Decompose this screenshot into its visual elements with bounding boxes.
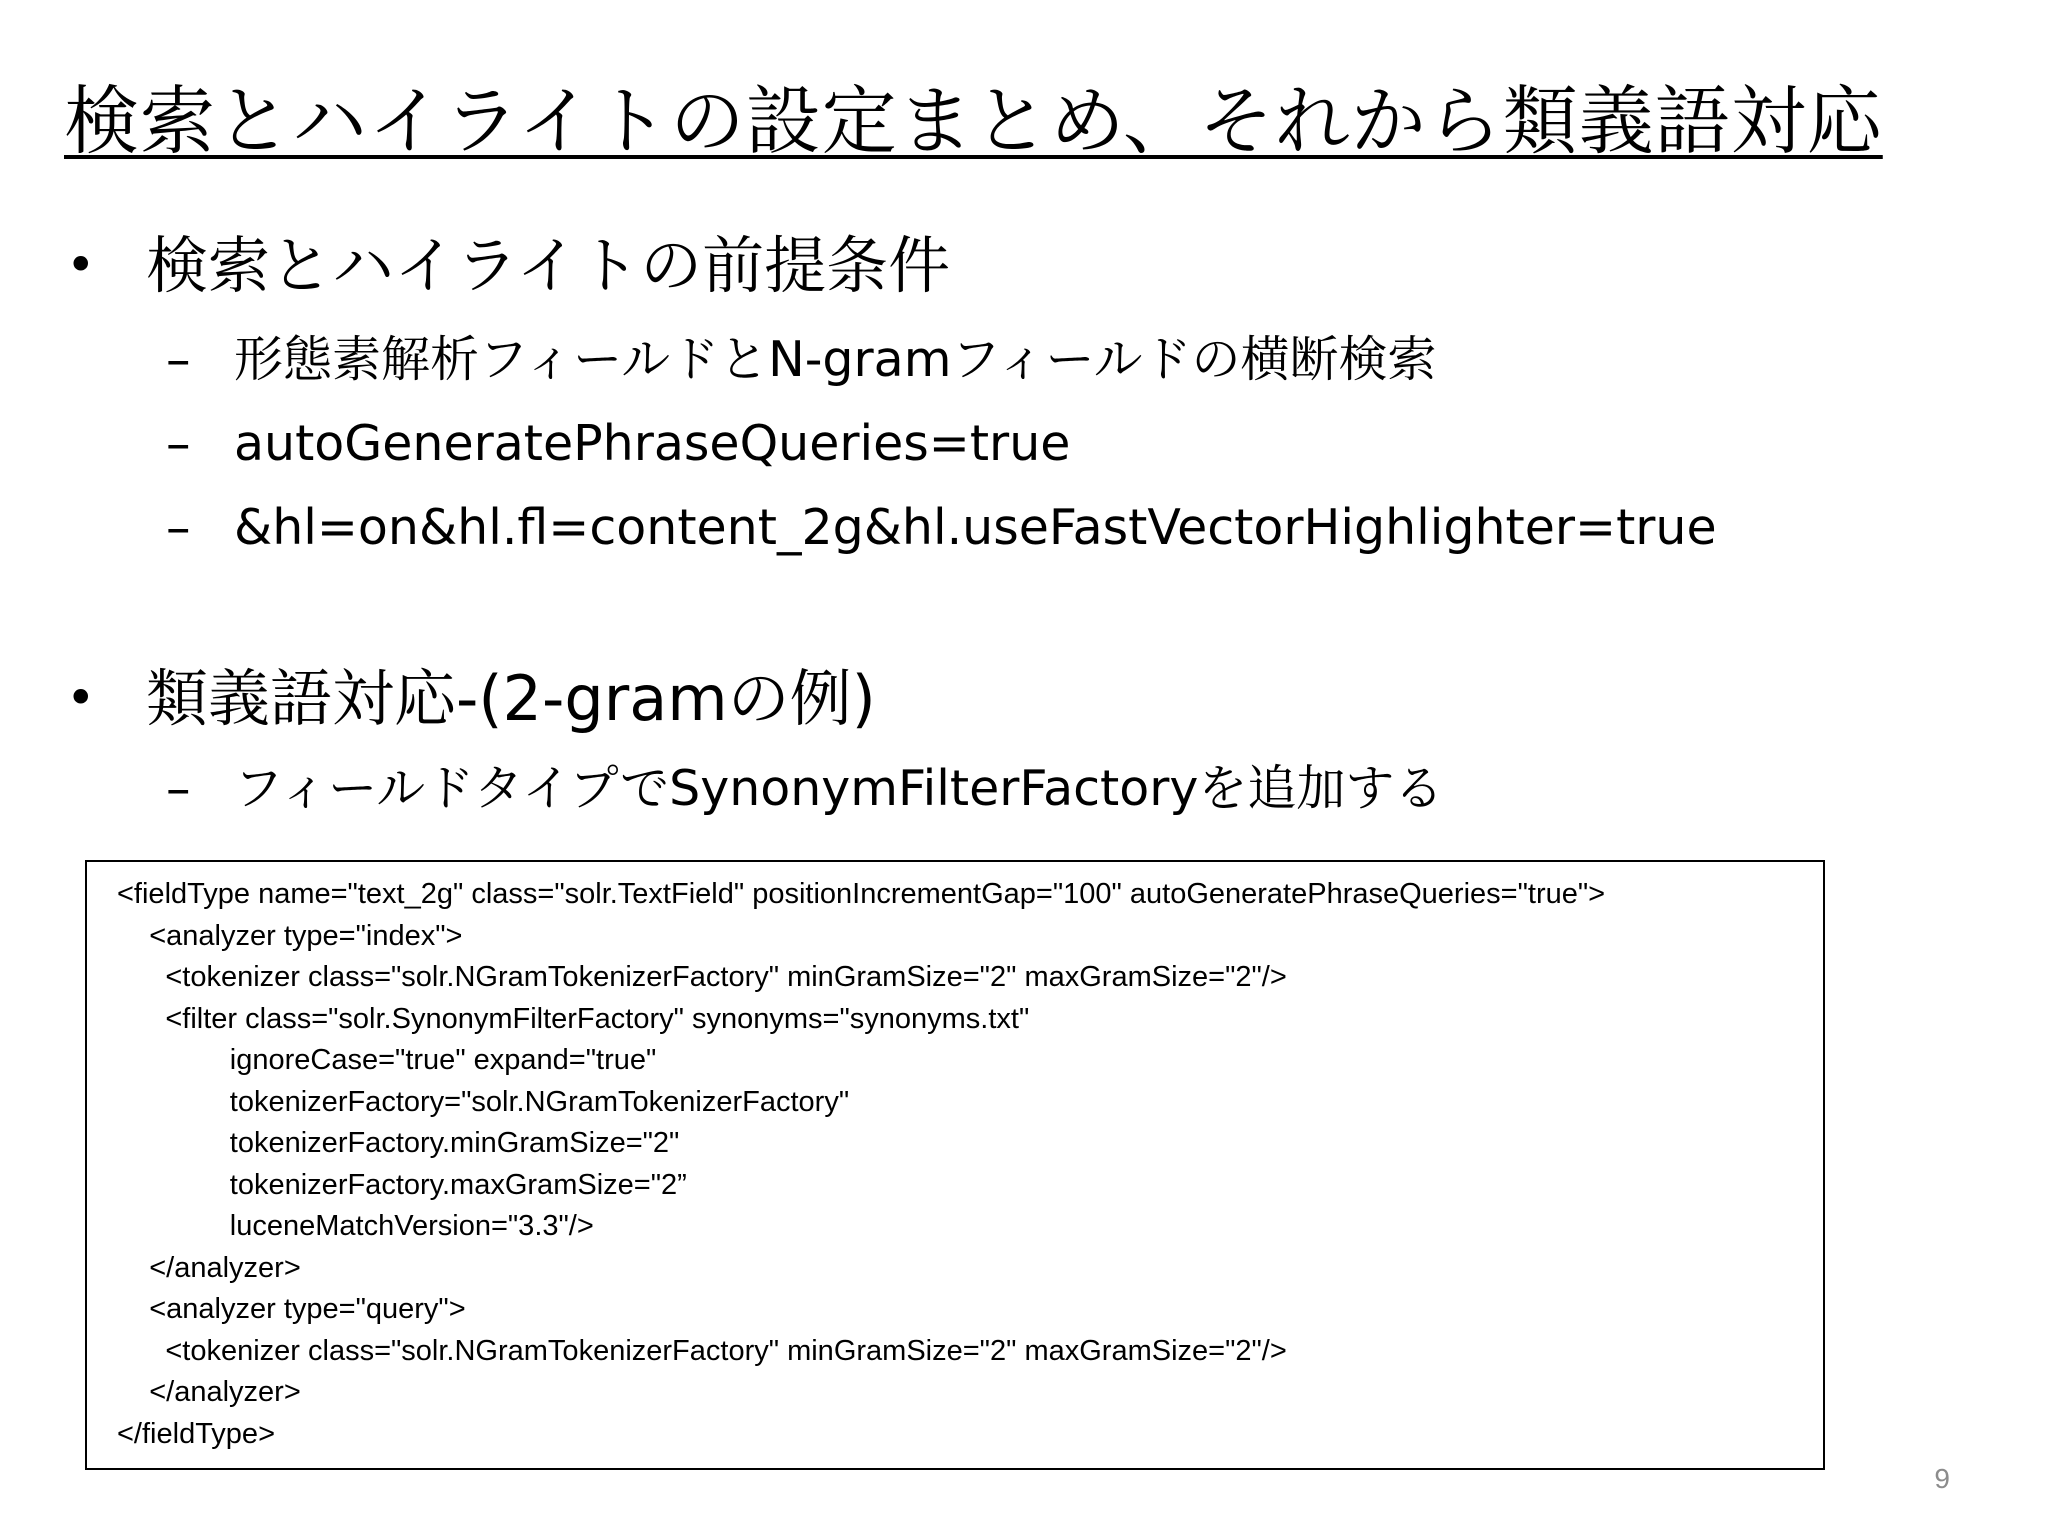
- dash-icon: –: [166, 760, 191, 818]
- sub-list: [66, 318, 1717, 570]
- code-block: [85, 860, 1825, 1470]
- page-number: 9: [1934, 1463, 1950, 1494]
- bullet-icon: •: [66, 669, 96, 727]
- sub-item: [66, 747, 1443, 831]
- bullet-heading-text: 類義語対応-(2-gramの例): [146, 662, 876, 735]
- bullet-heading: [66, 229, 1717, 302]
- bullet-heading: [66, 662, 1443, 735]
- sub-item: [66, 402, 1717, 486]
- code-line: ignoreCase="true" expand="true": [117, 1044, 657, 1076]
- dash-icon: –: [166, 331, 191, 389]
- sub-item-text: &hl=on&hl.fl=content_2g&hl.useFastVectorHighlighter=true: [234, 499, 1717, 557]
- bullet-icon: •: [66, 236, 96, 294]
- code-line: tokenizerFactory.maxGramSize="2”: [117, 1168, 687, 1201]
- code-line: </analyzer>: [117, 1376, 301, 1408]
- code-line: luceneMatchVersion="3.3"/>: [117, 1210, 594, 1242]
- code-line: <analyzer type="query">: [117, 1293, 466, 1325]
- dash-icon: –: [166, 415, 191, 473]
- sub-item-text: フィールドタイプでSynonymFilterFactoryを追加する: [234, 760, 1444, 818]
- code-line: tokenizerFactory.minGramSize="2": [117, 1127, 680, 1159]
- sub-list: [66, 747, 1443, 831]
- code-line: <analyzer type="index">: [117, 919, 463, 952]
- sub-item-text: 形態素解析フィールドとN-gramフィールドの横断検索: [234, 331, 1437, 389]
- code-line: tokenizerFactory="solr.NGramTokenizerFactory": [117, 1085, 850, 1118]
- code-line: <tokenizer class="solr.NGramTokenizerFactory" minGramSize="2" maxGramSize="2"/>: [117, 961, 1287, 993]
- code-line: <tokenizer class="solr.NGramTokenizerFactory" minGramSize="2" maxGramSize="2"/>: [117, 1334, 1287, 1367]
- code-line: <filter class="solr.SynonymFilterFactory" synonyms="synonyms.txt": [117, 1002, 1030, 1035]
- bullet-section-prerequisites: [66, 229, 1717, 570]
- code-line: <fieldType name="text_2g" class="solr.TextField" positionIncrementGap="100" autoGeneratePhraseQueries="true">: [117, 878, 1606, 910]
- sub-item: [66, 318, 1717, 402]
- code-line: </analyzer>: [117, 1251, 301, 1284]
- slide-title: 検索とハイライトの設定まとめ、それから類義語対応: [64, 77, 1883, 165]
- code-line: </fieldType>: [117, 1417, 275, 1450]
- bullet-heading-text: 検索とハイライトの前提条件: [146, 229, 951, 302]
- dash-icon: –: [166, 499, 191, 557]
- sub-item-text: autoGeneratePhraseQueries=true: [234, 415, 1071, 473]
- sub-item: [66, 486, 1717, 570]
- bullet-section-synonyms: [66, 662, 1444, 831]
